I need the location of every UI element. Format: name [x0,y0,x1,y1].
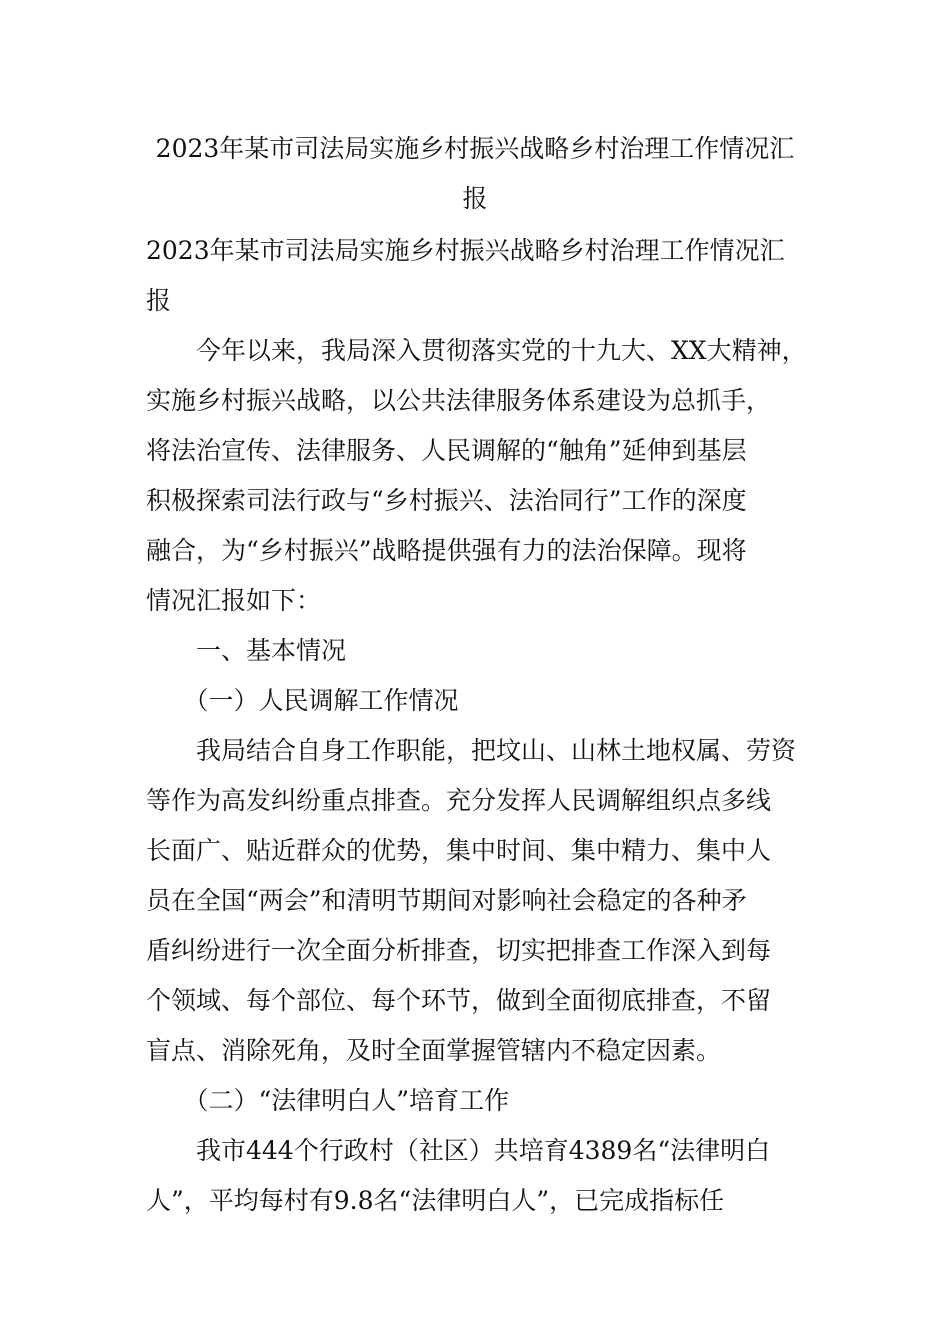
subsection-1-body-line: 我局结合自身工作职能，把坟山、山林土地权属、劳资 [146,736,797,765]
doc-subtitle-line-1: 2023年某市司法局实施乡村振兴战略乡村治理工作情况汇 [146,236,785,265]
intro-line: 今年以来，我局深入贯彻落实党的十九大、XX大精神， [146,336,807,365]
intro-line: 积极探索司法行政与“乡村振兴、法治同行”工作的深度 [146,486,747,515]
intro-line: 将法治宣传、法律服务、人民调解的“触角”延伸到基层 [146,436,747,465]
section-1-heading: 一、基本情况 [146,636,347,665]
doc-title-line-2: 报 [462,184,488,213]
subsection-1-body-line: 员在全国“两会”和清明节期间对影响社会稳定的各种矛 [146,886,747,915]
subsection-2-body-line: 人”，平均每村有9.8名“法律明白人”，已完成指标任 [146,1186,725,1215]
subsection-1-body-line: 长面广、贴近群众的优势，集中时间、集中精力、集中人 [146,836,772,865]
subsection-1-body-line: 个领域、每个部位、每个环节，做到全面彻底排查，不留 [146,986,772,1015]
intro-line: 情况汇报如下： [146,586,322,615]
subsection-1-body-line: 盲点、消除死角，及时全面掌握管辖内不稳定因素。 [146,1036,722,1065]
doc-title-line-1: 2023年某市司法局实施乡村振兴战略乡村治理工作情况汇 [155,134,795,163]
doc-subtitle-line-2: 报 [146,286,172,315]
subsection-1-heading: （一）人民调解工作情况 [146,686,459,715]
intro-line: 融合，为“乡村振兴”战略提供强有力的法治保障。现将 [146,536,747,565]
intro-line: 实施乡村振兴战略，以公共法律服务体系建设为总抓手， [146,386,772,415]
subsection-1-body-line: 等作为高发纠纷重点排查。充分发挥人民调解组织点多线 [146,786,772,815]
subsection-2-heading: （二）“法律明白人”培育工作 [146,1086,510,1115]
subsection-2-body-line: 我市444个行政村（社区）共培育4389名“法律明白 [146,1136,771,1165]
subsection-1-body-line: 盾纠纷进行一次全面分析排查，切实把排查工作深入到每 [146,936,772,965]
